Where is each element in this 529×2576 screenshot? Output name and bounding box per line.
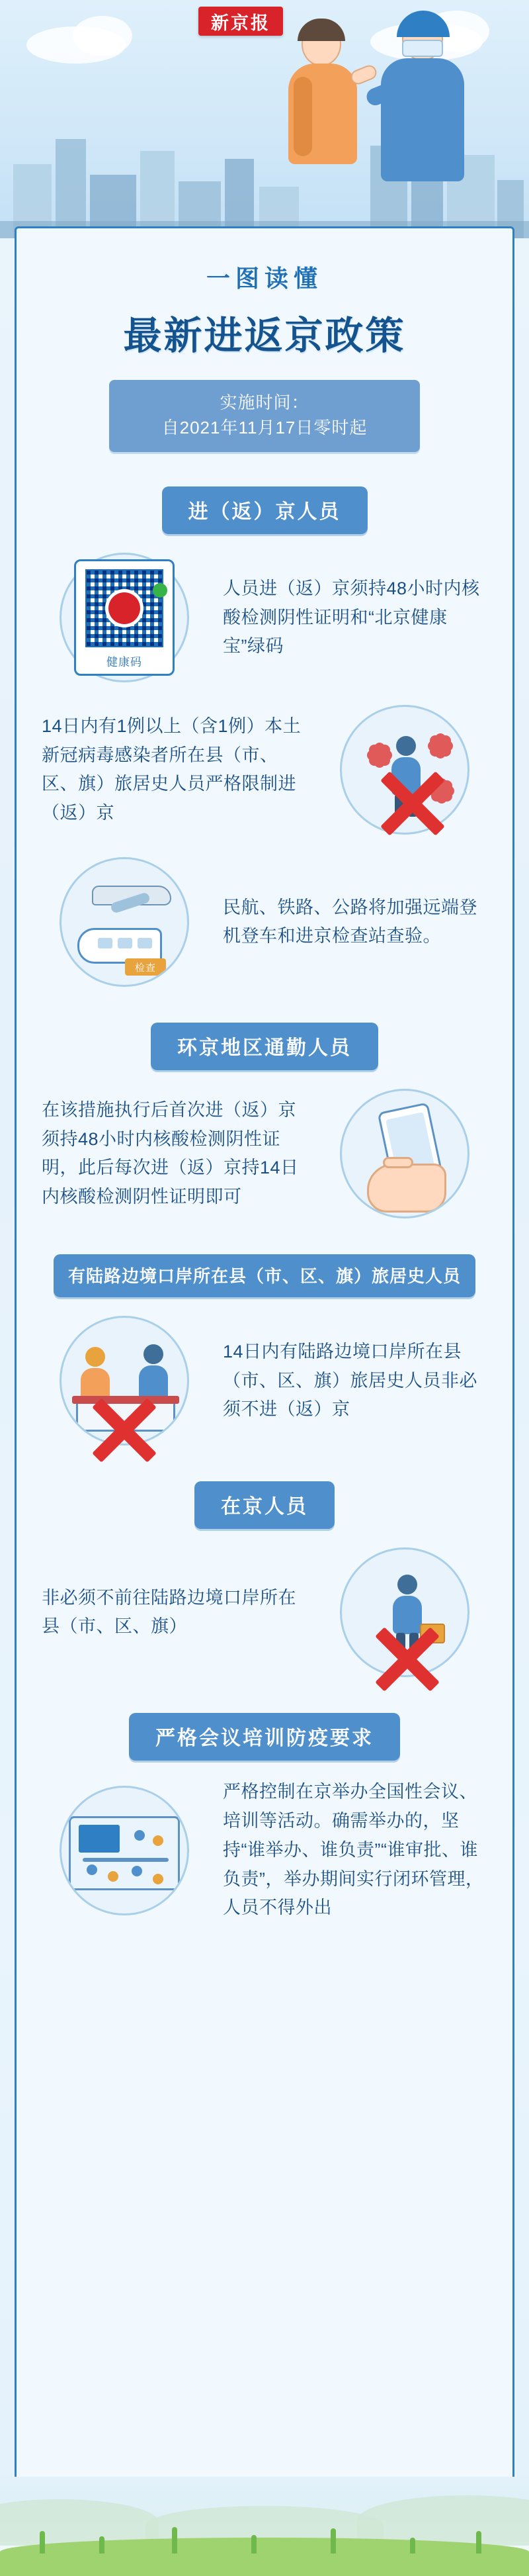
- content-card: [15, 226, 514, 2530]
- prohibition-cross-icon: [376, 767, 449, 840]
- attendee-dot: [87, 1864, 97, 1875]
- virus-icon: [430, 736, 450, 756]
- policy-text: 民航、铁路、公路将加强远端登机登车和进京检查站查验。: [223, 897, 477, 946]
- section-heading-wrap: [39, 1481, 490, 1529]
- attendee-dot: [153, 1835, 163, 1846]
- policy-item: [42, 551, 487, 684]
- phone-in-hand-illustration: [322, 1087, 487, 1220]
- border-counter-illustration: [42, 1314, 207, 1447]
- effective-date-label: 实施时间：: [220, 392, 309, 412]
- finger-shape: [383, 1157, 413, 1168]
- illustration-circle: [60, 857, 189, 987]
- qr-code-icon: [85, 569, 163, 647]
- hill-shape: [357, 2495, 529, 2546]
- person-head-shape: [85, 1347, 105, 1367]
- section-heading-in-beijing: 在京人员: [194, 1481, 335, 1529]
- prohibition-cross-icon: [371, 1623, 444, 1696]
- footer-decoration: [0, 2477, 529, 2576]
- policy-item: [42, 1087, 487, 1220]
- policy-item: [42, 1546, 487, 1679]
- illustration-circle: [340, 1089, 469, 1219]
- traveler-prohibited-illustration: [322, 1546, 487, 1679]
- virus-icon: [370, 745, 389, 765]
- attendee-dot: [153, 1874, 163, 1884]
- person-head-shape: [396, 736, 416, 756]
- health-code-label: 健康码: [106, 656, 142, 669]
- medical-worker-figure: [368, 5, 480, 197]
- effective-date-value: 自2021年11月17日零时起: [161, 417, 368, 437]
- policy-item: [42, 704, 487, 836]
- policy-text: 14日内有1例以上（含1例）本土新冠病毒感染者所在县（市、区、旗）旅居史人员严格限制进（返）京: [42, 715, 302, 823]
- section-heading-meeting-rules: 严格会议培训防疫要求: [129, 1713, 400, 1761]
- section-heading-entering-beijing: 进（返）京人员: [162, 486, 368, 534]
- effective-date-banner: [109, 380, 420, 452]
- section-heading-wrap: [39, 1254, 490, 1297]
- hand-shape: [367, 1164, 446, 1213]
- attendee-dot: [108, 1871, 118, 1882]
- person-head-shape: [397, 1575, 417, 1594]
- attendee-dot: [132, 1866, 142, 1876]
- policy-item: [42, 856, 487, 988]
- prohibition-cross-icon: [88, 1394, 161, 1467]
- policy-text: 人员进（返）京须持48小时内核酸检测阴性证明和“北京健康宝”绿码: [223, 578, 480, 657]
- table-shape: [83, 1858, 169, 1862]
- presentation-screen-shape: [79, 1825, 120, 1853]
- grass-front-layer: [0, 2538, 529, 2576]
- section-heading-commuters: 环京地区通勤人员: [151, 1023, 378, 1070]
- attendee-dot: [134, 1830, 145, 1841]
- health-code-card: [74, 559, 175, 676]
- staff-head-shape: [143, 1344, 163, 1364]
- policy-text: 严格控制在京举办全国性会议、培训等活动。确需举办的，坚持“谁举办、谁负责”“谁审批、谁负责”，举办期间实行闭环管理，人员不得外出: [223, 1782, 484, 1918]
- section-heading-wrap: [39, 486, 490, 534]
- section-heading-wrap: [39, 1713, 490, 1761]
- health-code-illustration: [42, 551, 207, 684]
- policy-item: [42, 1778, 487, 1923]
- kicker-text: 一图读懂: [206, 265, 323, 292]
- hero-illustration: [0, 0, 529, 238]
- section-heading-border-county: 有陆路边境口岸所在县（市、区、旗）旅居史人员: [54, 1254, 475, 1297]
- illustration-circle: [60, 1786, 189, 1915]
- page-title: 最新进返京政策: [123, 314, 406, 357]
- checkpoint-sign: 检查: [125, 958, 166, 976]
- cloud-shape: [73, 16, 132, 56]
- brand-logo: 新京报: [198, 7, 283, 36]
- conference-room-shape: [69, 1816, 180, 1890]
- meeting-room-illustration: [42, 1784, 207, 1917]
- patient-figure: [278, 16, 370, 188]
- restricted-travel-illustration: [322, 704, 487, 836]
- hill-shape: [0, 2499, 159, 2546]
- policy-item: [42, 1314, 487, 1447]
- policy-text: 14日内有陆路边境口岸所在县（市、区、旗）旅居史人员非必须不进（返）京: [223, 1341, 477, 1420]
- transport-inspection-illustration: [42, 856, 207, 988]
- policy-text: 在该措施执行后首次进（返）京须持48小时内核酸检测阴性证明，此后每次进（返）京持14日内核酸检测阴性证明即可: [42, 1099, 299, 1207]
- policy-text: 非必须不前往陆路边境口岸所在县（市、区、旗）: [42, 1587, 296, 1637]
- section-heading-wrap: [39, 1023, 490, 1070]
